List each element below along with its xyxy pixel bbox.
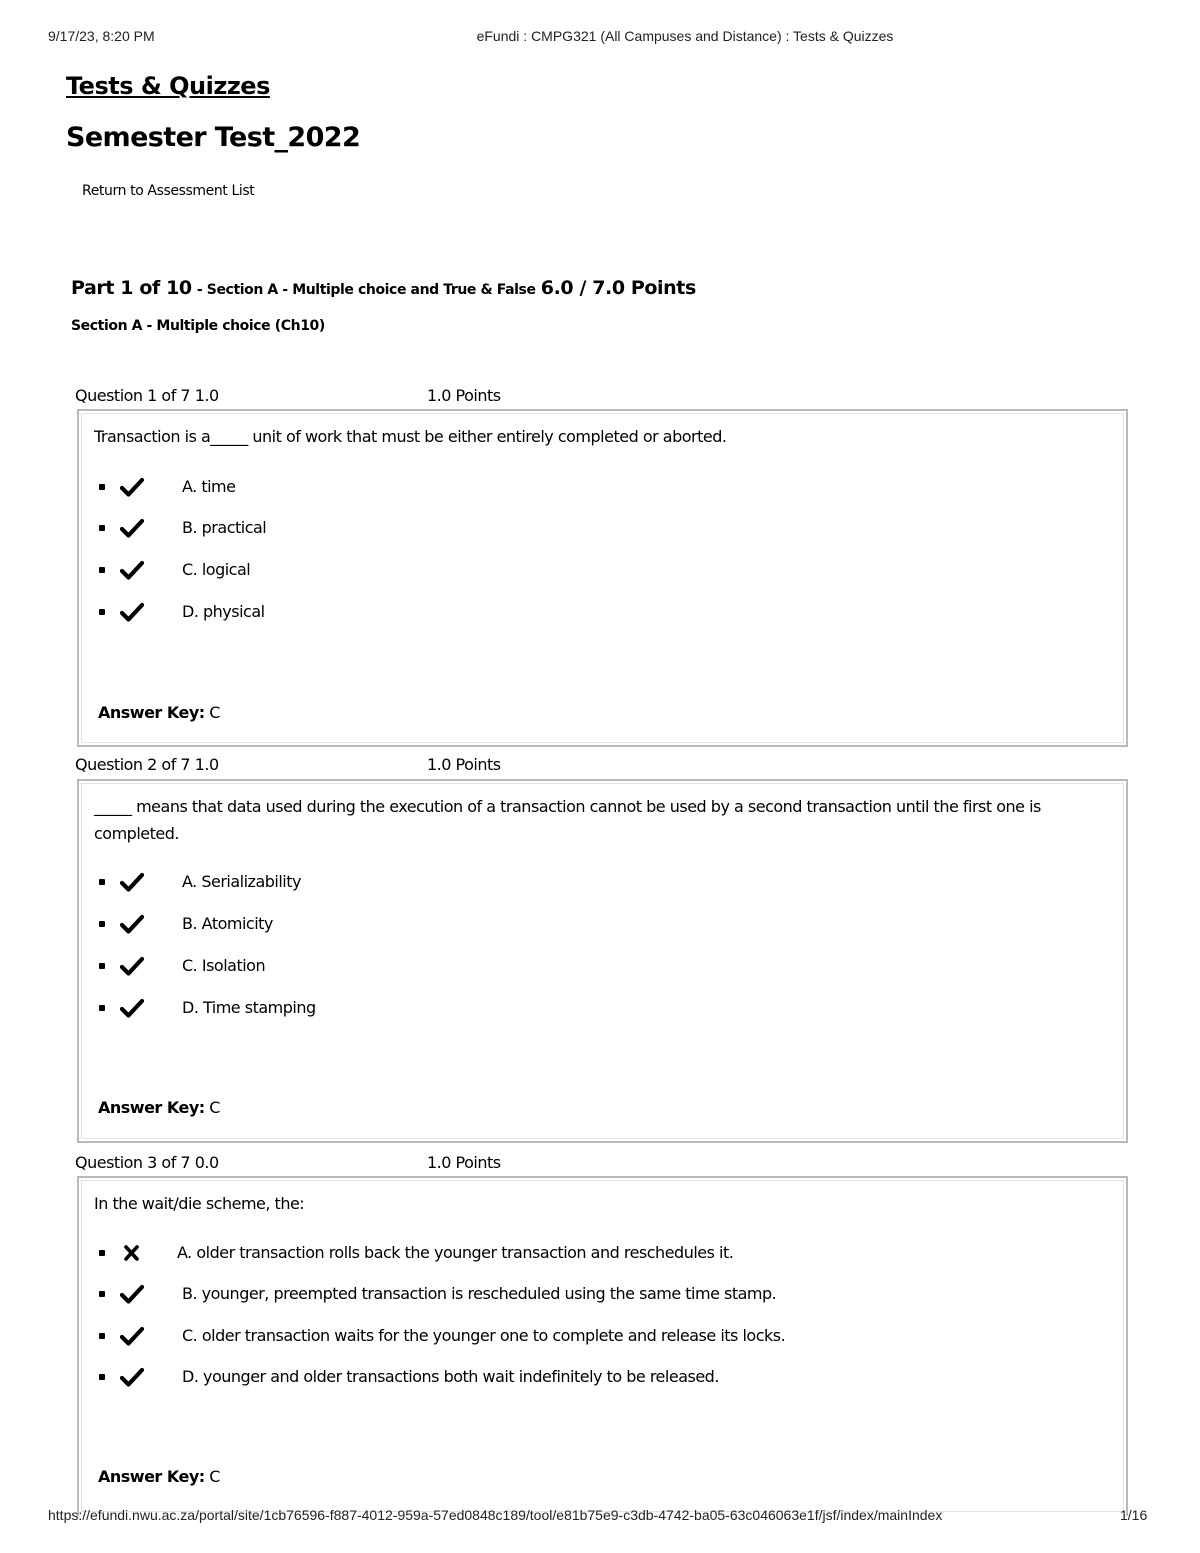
option-label: C. Isolation <box>182 956 266 975</box>
check-icon <box>120 517 144 539</box>
option-label: A. older transaction rolls back the younger transaction and reschedules it. <box>177 1243 734 1262</box>
option-label: D. Time stamping <box>182 998 316 1017</box>
option-label: C. logical <box>182 560 251 579</box>
bullet-icon <box>99 879 105 885</box>
print-page-number: 1/16 <box>1120 1507 1148 1523</box>
check-icon <box>120 913 144 935</box>
question-box <box>77 409 1128 747</box>
page-heading: Tests & Quizzes <box>66 72 270 100</box>
check-icon <box>120 997 144 1019</box>
question-box <box>77 1176 1128 1516</box>
question-text: _____ means that data used during the execution of a transaction cannot be used by a second transaction until the first one is completed. <box>94 797 1041 843</box>
question-text: Transaction is a_____ unit of work that must be either entirely completed or aborted. <box>94 427 727 446</box>
option-label: B. practical <box>182 518 267 537</box>
bullet-icon <box>99 1374 105 1380</box>
check-icon <box>120 871 144 893</box>
test-title: Semester Test_2022 <box>66 122 361 153</box>
print-date: 9/17/23, 8:20 PM <box>48 28 155 44</box>
bullet-icon <box>99 1291 105 1297</box>
question-number: Question 2 of 7 1.0 <box>75 755 219 774</box>
option-label: B. Atomicity <box>182 914 273 933</box>
section-subtitle: Section A - Multiple choice (Ch10) <box>71 318 325 334</box>
part-title <box>71 277 696 299</box>
cross-icon <box>120 1242 144 1264</box>
option-label: D. younger and older transactions both wait indefinitely to be released. <box>182 1367 719 1386</box>
check-icon <box>120 601 144 623</box>
bullet-icon <box>99 1250 105 1256</box>
question-number: Question 3 of 7 0.0 <box>75 1153 219 1172</box>
bullet-icon <box>99 963 105 969</box>
option-label: C. older transaction waits for the younger one to complete and release its locks. <box>182 1326 786 1345</box>
option-label: A. Serializability <box>182 872 301 891</box>
check-icon <box>120 1283 144 1305</box>
question-score: 1.0 <box>194 755 219 774</box>
bullet-icon <box>99 609 105 615</box>
print-footer <box>0 1507 1200 1527</box>
answer-key-value: C <box>209 1467 220 1486</box>
bullet-icon <box>99 1333 105 1339</box>
answer-key-label: Answer Key: <box>98 1467 205 1486</box>
part-section: - Section A - Multiple choice and True & False <box>196 282 536 298</box>
answer-key <box>98 1467 220 1486</box>
check-icon <box>120 476 144 498</box>
question-text: In the wait/die scheme, the: <box>94 1194 305 1213</box>
question-number: Question 1 of 7 1.0 <box>75 386 219 405</box>
question-points: 1.0 Points <box>427 1153 501 1172</box>
check-icon <box>120 1366 144 1388</box>
question-score: 0.0 <box>194 1153 219 1172</box>
check-icon <box>120 559 144 581</box>
return-to-assessment-list-link[interactable]: Return to Assessment List <box>82 183 255 199</box>
answer-key <box>98 703 220 722</box>
bullet-icon <box>99 484 105 490</box>
question-score: 1.0 <box>194 386 219 405</box>
bullet-icon <box>99 921 105 927</box>
option-label: A. time <box>182 477 236 496</box>
answer-key-value: C <box>209 703 220 722</box>
check-icon <box>120 955 144 977</box>
check-icon <box>120 1325 144 1347</box>
answer-key-value: C <box>209 1098 220 1117</box>
question-points: 1.0 Points <box>427 386 501 405</box>
option-label: B. younger, preempted transaction is rescheduled using the same time stamp. <box>182 1284 777 1303</box>
bullet-icon <box>99 567 105 573</box>
bullet-icon <box>99 1005 105 1011</box>
question-box <box>77 779 1128 1143</box>
print-page-title: eFundi : CMPG321 (All Campuses and Distance) : Tests & Quizzes <box>476 28 894 44</box>
answer-key <box>98 1098 220 1117</box>
question-points: 1.0 Points <box>427 755 501 774</box>
print-url: https://efundi.nwu.ac.za/portal/site/1cb76596-f887-4012-959a-57ed0848c189/tool/e81b75e9-c3db-4742-ba05-63c046063e1f/jsf/index/mainIndex <box>48 1507 943 1523</box>
bullet-icon <box>99 525 105 531</box>
part-number: Part 1 of 10 <box>71 277 192 299</box>
print-header <box>0 28 1200 48</box>
part-score: 6.0 / 7.0 Points <box>540 277 696 299</box>
option-label: D. physical <box>182 602 265 621</box>
answer-key-label: Answer Key: <box>98 1098 205 1117</box>
answer-key-label: Answer Key: <box>98 703 205 722</box>
